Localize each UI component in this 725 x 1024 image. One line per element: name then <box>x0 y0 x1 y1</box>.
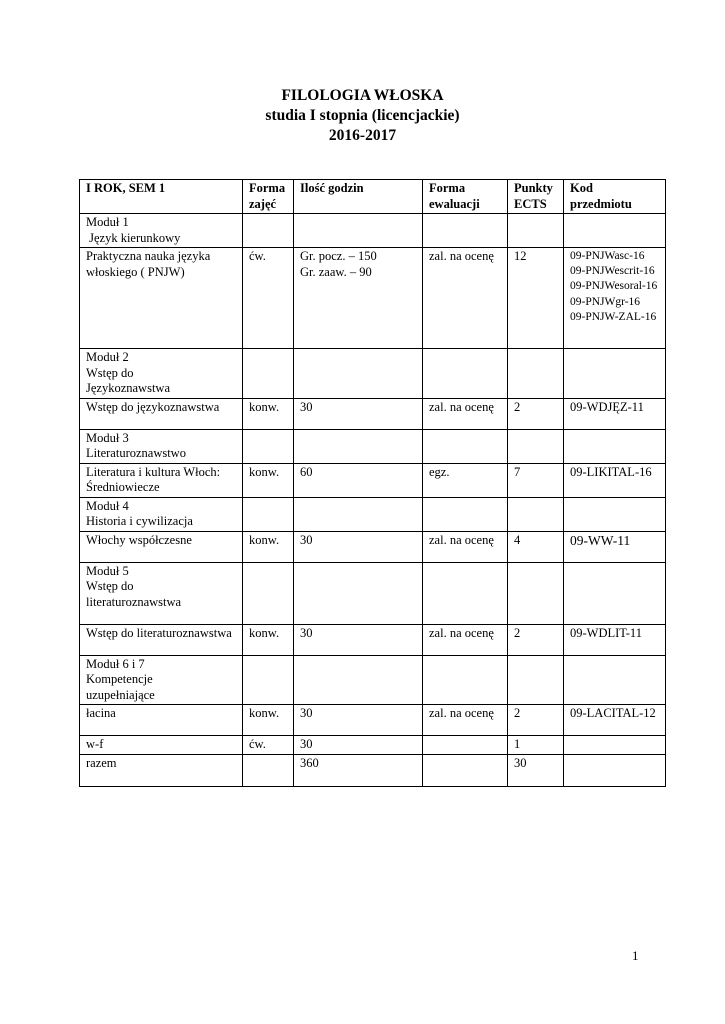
course-name: Wstęp do językoznawstwa <box>80 398 243 429</box>
course-hours: 30 <box>294 531 423 562</box>
course-hours: 30 <box>294 705 423 736</box>
course-name: Włochy współczesne <box>80 531 243 562</box>
total-ects: 30 <box>508 754 564 786</box>
course-hours: Gr. pocz. – 150 Gr. zaaw. – 90 <box>294 248 423 349</box>
table-row <box>80 531 666 562</box>
course-name: łacina <box>80 705 243 736</box>
title-line-1: FILOLOGIA WŁOSKA <box>281 87 444 104</box>
course-ects: 2 <box>508 705 564 736</box>
course-name: Wstęp do literaturoznawstwa <box>80 624 243 655</box>
module-4-label: Moduł 4 Historia i cywilizacja <box>80 497 243 531</box>
course-name: Praktyczna nauka języka włoskiego ( PNJW) <box>80 248 243 349</box>
course-evaluation: zal. na ocenę <box>423 705 508 736</box>
title-line-3: 2016-2017 <box>328 127 397 144</box>
table-row <box>80 248 666 349</box>
module-2-label: Moduł 2 Wstęp do Językoznawstwa <box>80 349 243 399</box>
course-code: 09-PNJWgr-16 <box>570 295 641 308</box>
course-ects: 7 <box>508 463 564 497</box>
course-evaluation <box>423 736 508 755</box>
module-6-7-label: Moduł 6 i 7 Kompetencje uzupełniające <box>80 655 243 705</box>
module-row <box>80 562 666 624</box>
module-row <box>80 429 666 463</box>
course-evaluation: zal. na ocenę <box>423 624 508 655</box>
total-row <box>80 754 666 786</box>
course-code: 09-PNJWasc-16 <box>570 250 645 262</box>
course-evaluation: egz. <box>423 463 508 497</box>
course-hours: 30 <box>294 736 423 755</box>
module-row <box>80 214 666 248</box>
module-1-label: Moduł 1 Język kierunkowy <box>80 214 243 248</box>
course-code: 09-WDJĘZ-11 <box>564 398 666 429</box>
module-5-label: Moduł 5 Wstęp do literaturoznawstwa <box>80 562 243 624</box>
course-code: 09-PNJWescrit-16 <box>570 265 655 278</box>
course-ects: 1 <box>508 736 564 755</box>
curriculum-table <box>79 179 666 787</box>
course-ects: 4 <box>508 531 564 562</box>
total-label: razem <box>80 754 243 786</box>
table-row <box>80 463 666 497</box>
course-ects: 2 <box>508 624 564 655</box>
table-row <box>80 736 666 755</box>
document-title <box>0 86 725 146</box>
course-name: Literatura i kultura Włoch: Średniowiecze <box>80 463 243 497</box>
header-code: Kod przedmiotu <box>564 180 666 214</box>
total-hours: 360 <box>294 754 423 786</box>
course-form: konw. <box>243 624 294 655</box>
course-ects: 12 <box>508 248 564 349</box>
module-row <box>80 349 666 399</box>
course-hours: 60 <box>294 463 423 497</box>
course-name: w-f <box>80 736 243 755</box>
course-code: 09-WDLIT-11 <box>564 624 666 655</box>
course-hours: 30 <box>294 624 423 655</box>
course-form: ćw. <box>243 736 294 755</box>
course-evaluation: zal. na ocenę <box>423 398 508 429</box>
module-row <box>80 655 666 705</box>
course-form: konw. <box>243 463 294 497</box>
table-row <box>80 705 666 736</box>
course-ects: 2 <box>508 398 564 429</box>
course-code: 09-PNJW-ZAL-16 <box>570 310 657 323</box>
header-row <box>80 180 666 214</box>
table-row <box>80 398 666 429</box>
course-form: konw. <box>243 531 294 562</box>
course-hours: 30 <box>294 398 423 429</box>
course-evaluation: zal. na ocenę <box>423 531 508 562</box>
course-form: ćw. <box>243 248 294 349</box>
header-ects: Punkty ECTS <box>508 180 564 214</box>
course-code: 09-PNJWesoral-16 <box>570 280 658 293</box>
module-3-label: Moduł 3 Literaturoznawstwo <box>80 429 243 463</box>
header-course: I ROK, SEM 1 <box>80 180 243 214</box>
course-code: 09-LACITAL-12 <box>564 705 666 736</box>
header-evaluation: Forma ewaluacji <box>423 180 508 214</box>
page-number: 1 <box>632 948 639 963</box>
title-line-2: studia I stopnia (licencjackie) <box>265 107 460 124</box>
course-form: konw. <box>243 398 294 429</box>
module-row <box>80 497 666 531</box>
course-form: konw. <box>243 705 294 736</box>
course-code: 09-WW-11 <box>564 531 666 562</box>
course-codes <box>564 248 666 349</box>
header-form: Forma zajęć <box>243 180 294 214</box>
course-code <box>564 736 666 755</box>
table-row <box>80 624 666 655</box>
course-evaluation: zal. na ocenę <box>423 248 508 349</box>
course-code: 09-LIKITAL-16 <box>564 463 666 497</box>
header-hours: Ilość godzin <box>294 180 423 214</box>
